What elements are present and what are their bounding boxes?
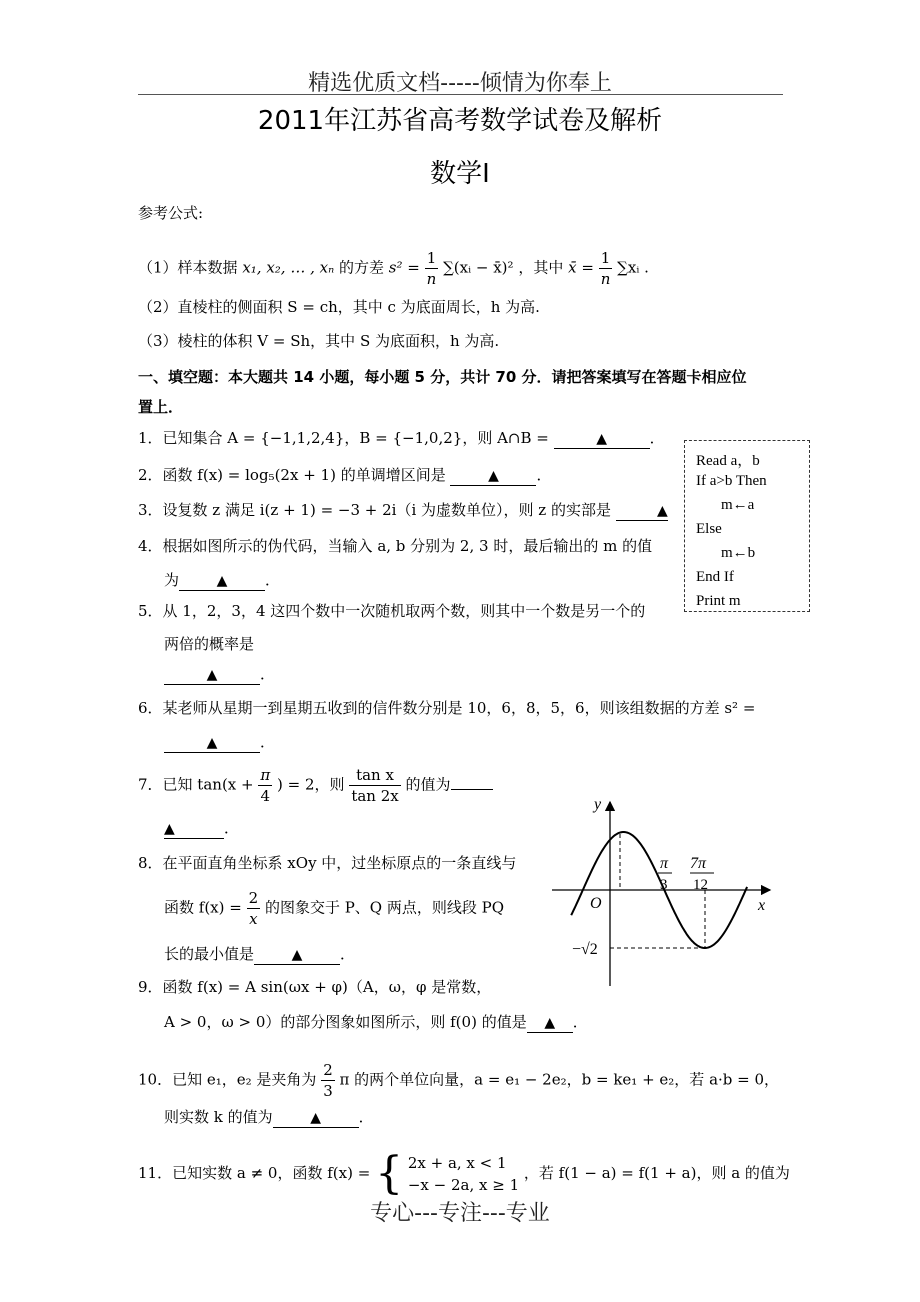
answer-blank-5[interactable]: ▲ [164, 665, 260, 685]
question-5-line1: 5．从 1，2，3，4 这四个数中一次随机取两个数，则其中一个数是另一个的 [138, 602, 646, 620]
question-8-line2: 函数 f(x) = $\frac{2}{x}$ 的图象交于 P、Q 两点，则线段 PQ [164, 889, 505, 928]
answer-blank-3[interactable]: ▲ [616, 501, 668, 521]
question-7-line1: 7．已知 tan(x + $\frac{\pi}{4}$ ) = 2，则 $\frac{\text{tan x}}{\tan 2x}$ 的值为 [138, 765, 493, 806]
question-8-line3: 长的最小值是 ▲ ． [164, 945, 356, 963]
x-axis-label: x [758, 897, 766, 914]
pi-label: π [660, 855, 669, 872]
formulas-heading: 参考公式: [138, 204, 204, 222]
pseudocode-line-7: Print m [696, 593, 741, 609]
question-5-line3: ▲ ． [164, 664, 275, 685]
question-4-line2: 为 ▲ ． [164, 571, 281, 589]
sine-graph [548, 790, 778, 990]
question-4-line1: 4．根据如图所示的伪代码，当输入 a, b 分别为 2, 3 时，最后输出的 m 的值 [138, 537, 653, 555]
pseudocode-line-5: m←b [721, 545, 756, 561]
pseudocode-line-6: End If [696, 569, 734, 585]
piecewise-cases: 2x + a, x < 1 −x − 2a, x ≥ 1 [407, 1154, 520, 1194]
question-10-line2: 则实数 k 的值为 ▲ ． [164, 1108, 374, 1126]
question-1: 1．已知集合 A = {−1,1,2,4}，B = {−1,0,2}，则 A∩B = ▲ ． [138, 429, 665, 447]
origin-label: O [590, 895, 602, 912]
answer-blank-7[interactable]: ▲ [164, 819, 224, 839]
formula-1: （1）样本数据 x₁, x₂, … , xₙ 的方差 s² = $\frac{1}{n}$ ∑(xᵢ − x̄)² ，其中 x̄ = $\frac{1}{n}$ ∑xᵢ . [138, 249, 649, 288]
answer-blank-8[interactable]: ▲ [254, 945, 340, 965]
answer-blank-7-start [451, 789, 493, 790]
question-7-line2: ▲ ． [164, 819, 240, 837]
seven-pi-label: 7π [690, 855, 707, 872]
question-6-line2: ▲ ． [164, 732, 275, 753]
question-2: 2．函数 f(x) = log₅(2x + 1) 的单调增区间是 ▲ ． [138, 466, 552, 484]
question-11: 11．已知实数 a ≠ 0，函数 f(x) = { 2x + a, x < 1 −x − 2a, x ≥ 1 ，若 f(1 − a) = f(1 + a)，则 a 的值为 [138, 1148, 790, 1199]
question-9-line1: 9．函数 f(x) = A sin(ωx + φ)（A，ω，φ 是常数， [138, 978, 492, 996]
twelve-label: 12 [693, 877, 708, 893]
question-9-line2: A > 0，ω > 0）的部分图象如图所示，则 f(0) 的值是 ▲ ． [164, 1013, 588, 1031]
answer-blank-2[interactable]: ▲ [450, 466, 536, 486]
three-label: 3 [660, 877, 668, 893]
pseudocode-line-2: If a>b Then [696, 473, 767, 489]
formula-3: （3）棱柱的体积 V = Sh，其中 S 为底面积，h 为高. [138, 332, 500, 350]
section-heading-line2: 置上． [138, 398, 184, 416]
document-subtitle: 数学Ⅰ [430, 159, 490, 189]
y-axis-label: y [594, 796, 602, 813]
answer-blank-9[interactable]: ▲ [527, 1013, 573, 1033]
answer-blank-4[interactable]: ▲ [179, 571, 265, 591]
header-divider [138, 94, 783, 95]
document-title: 2011年江苏省高考数学试卷及解析 [257, 106, 663, 136]
neg-sqrt2-label: −√2 [572, 941, 598, 958]
piecewise-brace: { [375, 1148, 404, 1199]
answer-blank-1[interactable]: ▲ [554, 429, 650, 449]
question-10-line1: 10．已知 e₁，e₂ 是夹角为 $\frac{2}{3}$ π 的两个单位向量，a = e₁ − 2e₂，b = ke₁ + e₂，若 a·b = 0， [138, 1061, 780, 1100]
page-footer: 专心---专注---专业 [370, 1201, 550, 1226]
formula-2: （2）直棱柱的侧面积 S = ch，其中 c 为底面周长，h 为高. [138, 298, 540, 316]
answer-blank-10[interactable]: ▲ [273, 1108, 359, 1128]
question-5-line2: 两倍的概率是 [164, 635, 255, 653]
pseudocode-line-1: Read a，b [696, 453, 760, 469]
answer-blank-6[interactable]: ▲ [164, 733, 260, 753]
question-6-line1: 6．某老师从星期一到星期五收到的信件数分别是 10，6，8，5，6，则该组数据的方差 s² = [138, 699, 756, 717]
pseudocode-box [684, 440, 810, 612]
section-heading-line1: 一、填空题：本大题共 14 小题，每小题 5 分，共计 70 分．请把答案填写在答题卡相应位 [138, 368, 747, 386]
question-3: 3．设复数 z 满足 i(z + 1) = −3 + 2i（i 为虚数单位），则 z 的实部是 ▲ [138, 501, 668, 519]
pseudocode-line-3: m←a [721, 497, 755, 513]
question-8-line1: 8．在平面直角坐标系 xOy 中，过坐标原点的一条直线与 [138, 854, 517, 872]
pseudocode-line-4: Else [696, 521, 722, 537]
page-header: 精选优质文档-----倾情为你奉上 [308, 71, 612, 96]
